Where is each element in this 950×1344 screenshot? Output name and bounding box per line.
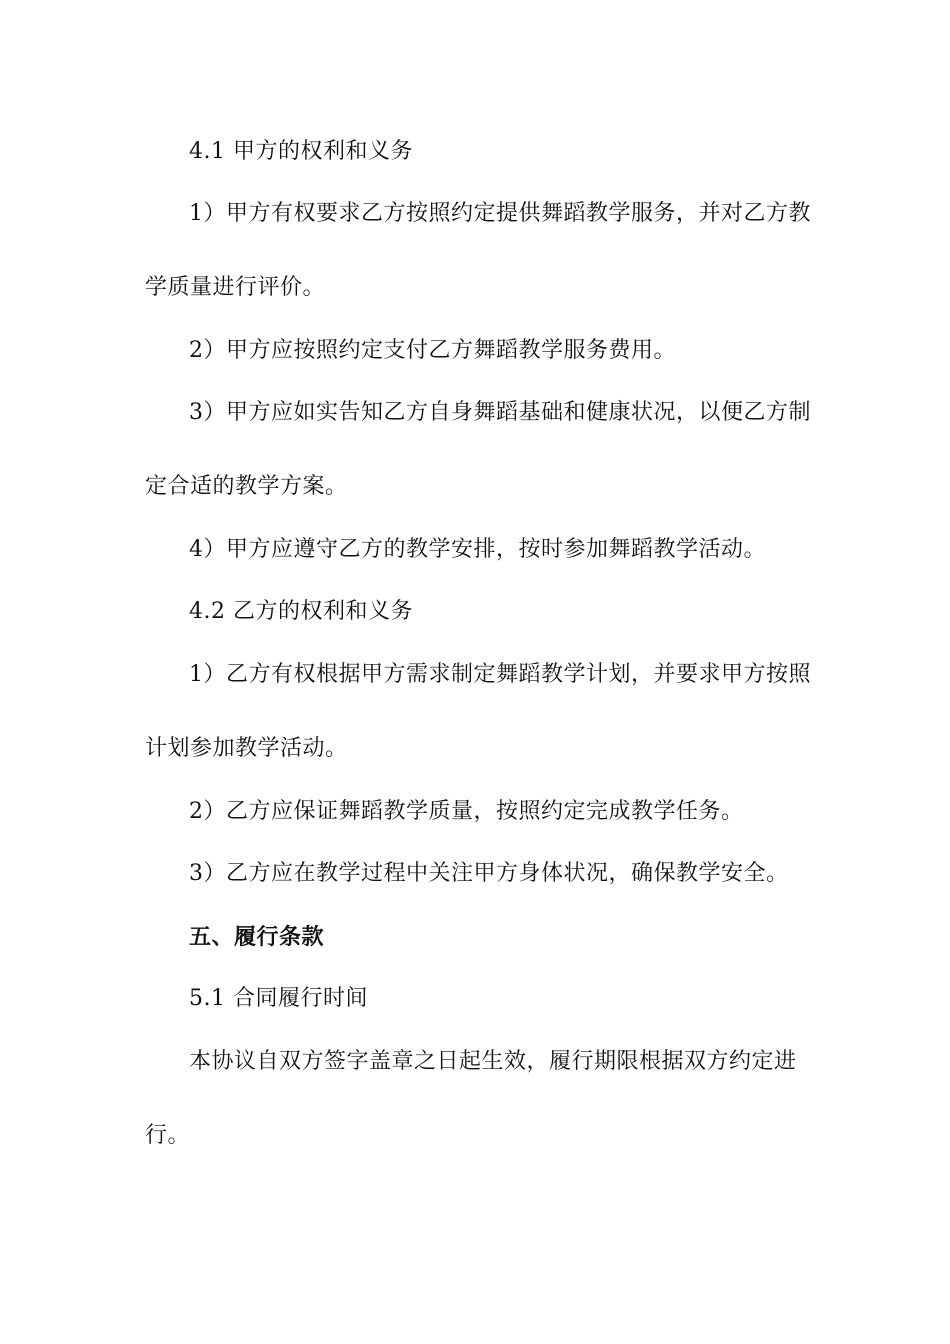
paragraph-line: 1）甲方有权要求乙方按照约定提供舞蹈教学服务，并对乙方教: [189, 201, 811, 226]
paragraph-line: 本协议自双方签字盖章之日起生效，履行期限根据双方约定进: [189, 1049, 797, 1074]
paragraph-line: 行。: [145, 1123, 191, 1148]
paragraph-line: 学质量进行评价。: [145, 275, 326, 300]
paragraph-line: 定合适的教学方案。: [145, 474, 348, 499]
paragraph-line: 3）乙方应在教学过程中关注甲方身体状况，确保教学安全。: [189, 861, 789, 886]
section-heading-5-1: 5.1 合同履行时间: [189, 986, 368, 1011]
paragraph-line: 1）乙方有权根据甲方需求制定舞蹈教学计划，并要求甲方按照: [189, 662, 811, 687]
paragraph-line: 3）甲方应如实告知乙方自身舞蹈基础和健康状况，以便乙方制: [189, 400, 811, 425]
section-heading-5: 五、履行条款: [189, 924, 325, 950]
section-heading-4-2: 4.2 乙方的权利和义务: [189, 599, 413, 624]
paragraph-line: 2）甲方应按照约定支付乙方舞蹈教学服务费用。: [189, 338, 676, 363]
paragraph-line: 2）乙方应保证舞蹈教学质量，按照约定完成教学任务。: [189, 799, 744, 824]
paragraph-line: 计划参加教学活动。: [145, 736, 348, 761]
section-heading-4-1: 4.1 甲方的权利和义务: [189, 139, 413, 164]
paragraph-line: 4）甲方应遵守乙方的教学安排，按时参加舞蹈教学活动。: [189, 537, 766, 562]
